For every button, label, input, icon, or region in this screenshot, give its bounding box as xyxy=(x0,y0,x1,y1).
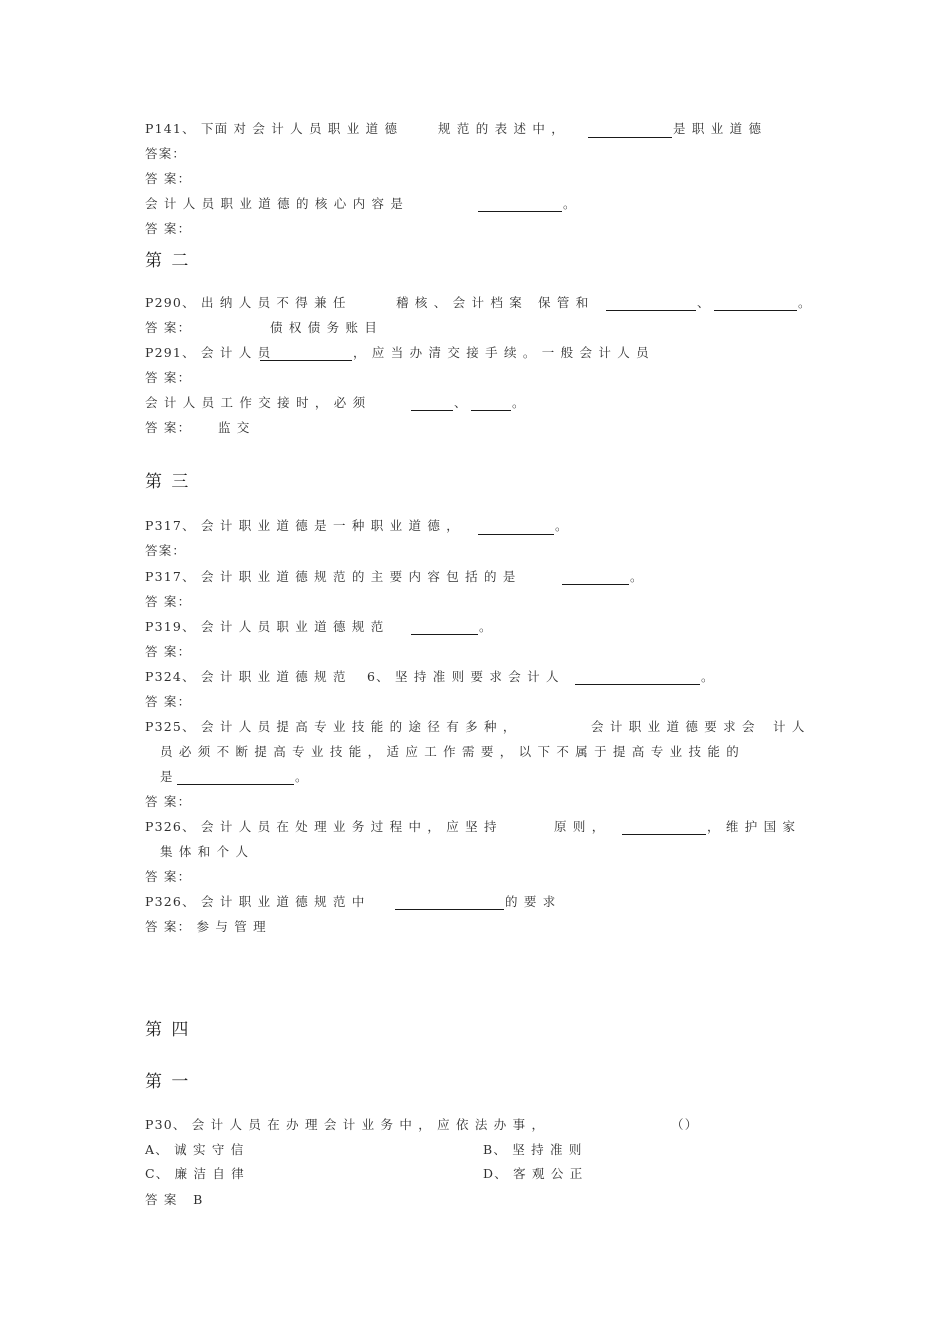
question-text: 、 xyxy=(697,295,711,310)
fill-blank xyxy=(411,410,453,411)
fill-blank xyxy=(606,310,696,311)
question-text: 会 计 人 员 工 作 交 接 时 ， 必 须 xyxy=(145,395,367,410)
question-text: P326、 会 计 人 员 在 处 理 业 务 过 程 中 ， 应 坚 持 xyxy=(145,819,498,834)
question-text: 。 xyxy=(555,518,569,533)
question-text: 。 xyxy=(630,569,644,584)
question-text: 。 xyxy=(512,395,526,410)
question-text: （） xyxy=(671,1117,699,1132)
section-heading: 第 四 xyxy=(145,1020,191,1040)
answer-label: 答 案： xyxy=(145,794,192,809)
question-text: P317、 会 计 职 业 道 德 是 一 种 职 业 道 德 ， xyxy=(145,518,460,533)
option-a: A、 诚 实 守 信 xyxy=(145,1142,245,1157)
option-c: C、 廉 洁 自 律 xyxy=(145,1166,245,1181)
question-text: 是 xyxy=(160,769,174,784)
answer-label: 答 案： xyxy=(145,370,192,385)
question-text: 员 必 须 不 断 提 高 专 业 技 能 ， 适 应 工 作 需 要 ， 以 下 不 属 于 提 高 专 业 技 能 的 xyxy=(160,744,740,759)
option-b: B、 坚 持 准 则 xyxy=(483,1142,583,1157)
fill-blank xyxy=(471,410,511,411)
question-text: P324、 会 计 职 业 道 德 规 范 xyxy=(145,669,347,684)
question-text: 原 则 ， xyxy=(554,819,606,834)
fill-blank xyxy=(622,834,706,835)
answer-label: 答 案： xyxy=(145,221,192,236)
question-text: P325、 会 计 人 员 提 高 专 业 技 能 的 途 径 有 多 种 ， xyxy=(145,719,517,734)
question-text: 。 xyxy=(563,196,577,211)
answer-label: 答 案： xyxy=(145,594,192,609)
question-text: 集 体 和 个 人 xyxy=(160,844,250,859)
answer-label: 答 案： xyxy=(145,644,192,659)
question-text: 会 计 职 业 道 德 要 求 会 xyxy=(591,719,756,734)
question-text: P319、 会 计 人 员 职 业 道 德 规 范 xyxy=(145,619,385,634)
question-text: ， 应 当 办 清 交 接 手 续 。 一 般 会 计 人 员 xyxy=(353,345,650,360)
question-text: 6、 坚 持 准 则 要 求 会 计 人 xyxy=(367,669,560,684)
fill-blank xyxy=(588,137,672,138)
section-heading: 第 三 xyxy=(145,472,191,492)
fill-blank xyxy=(411,634,478,635)
question-text: 会 计 人 员 职 业 道 德 的 核 心 内 容 是 xyxy=(145,196,405,211)
fill-blank xyxy=(177,784,294,785)
question-text: P291、 会 计 人 员 xyxy=(145,345,272,360)
question-text: P326、 会 计 职 业 道 德 规 范 中 xyxy=(145,894,366,909)
answer-text: 债 权 债 务 账 目 xyxy=(270,320,379,335)
question-text: P290、 出 纳 人 员 不 得 兼 任 xyxy=(145,295,347,310)
section-heading: 第 一 xyxy=(145,1072,191,1092)
question-text: P317、 会 计 职 业 道 德 规 范 的 主 要 内 容 包 括 的 是 xyxy=(145,569,517,584)
question-text: 规 范 的 表 述 中 ， xyxy=(438,121,565,136)
fill-blank xyxy=(260,360,352,361)
question-text: 的 要 求 xyxy=(505,894,557,909)
answer-label: 答 案： xyxy=(145,869,192,884)
answer-label: 答 案： xyxy=(145,171,192,186)
option-d: D、 客 观 公 正 xyxy=(483,1166,584,1181)
question-text: 。 xyxy=(479,619,493,634)
question-text: 。 xyxy=(798,295,812,310)
question-text: 计 人 xyxy=(773,719,806,734)
answer-label: 答 案： xyxy=(145,420,192,435)
fill-blank xyxy=(562,584,629,585)
fill-blank xyxy=(575,684,700,685)
fill-blank xyxy=(714,310,797,311)
answer-text: 答 案 B xyxy=(145,1192,204,1207)
question-text: 。 xyxy=(295,769,309,784)
answer-label: 答 案： xyxy=(145,320,192,335)
fill-blank xyxy=(478,534,554,535)
section-heading: 第 二 xyxy=(145,251,191,271)
question-text: 、 xyxy=(454,395,468,410)
answer-label: 答案： xyxy=(145,543,187,558)
question-text: 。 xyxy=(701,669,715,684)
question-text: 稽 核 、 会 计 档 案 xyxy=(396,295,523,310)
question-text: 保 管 和 xyxy=(538,295,590,310)
answer-label: 答案： xyxy=(145,146,187,161)
question-text: P141、 下面 对 会 计 人 员 职 业 道 德 xyxy=(145,121,399,136)
question-text: 是 职 业 道 德 xyxy=(673,121,763,136)
fill-blank xyxy=(395,909,504,910)
question-text: P30、 会 计 人 员 在 办 理 会 计 业 务 中 ， 应 依 法 办 事 ， xyxy=(145,1117,546,1132)
answer-text: 答 案： 参 与 管 理 xyxy=(145,919,267,934)
answer-label: 答 案： xyxy=(145,694,192,709)
question-text: ， 维 护 国 家 xyxy=(707,819,797,834)
answer-text: 监 交 xyxy=(218,420,251,435)
fill-blank xyxy=(478,211,562,212)
